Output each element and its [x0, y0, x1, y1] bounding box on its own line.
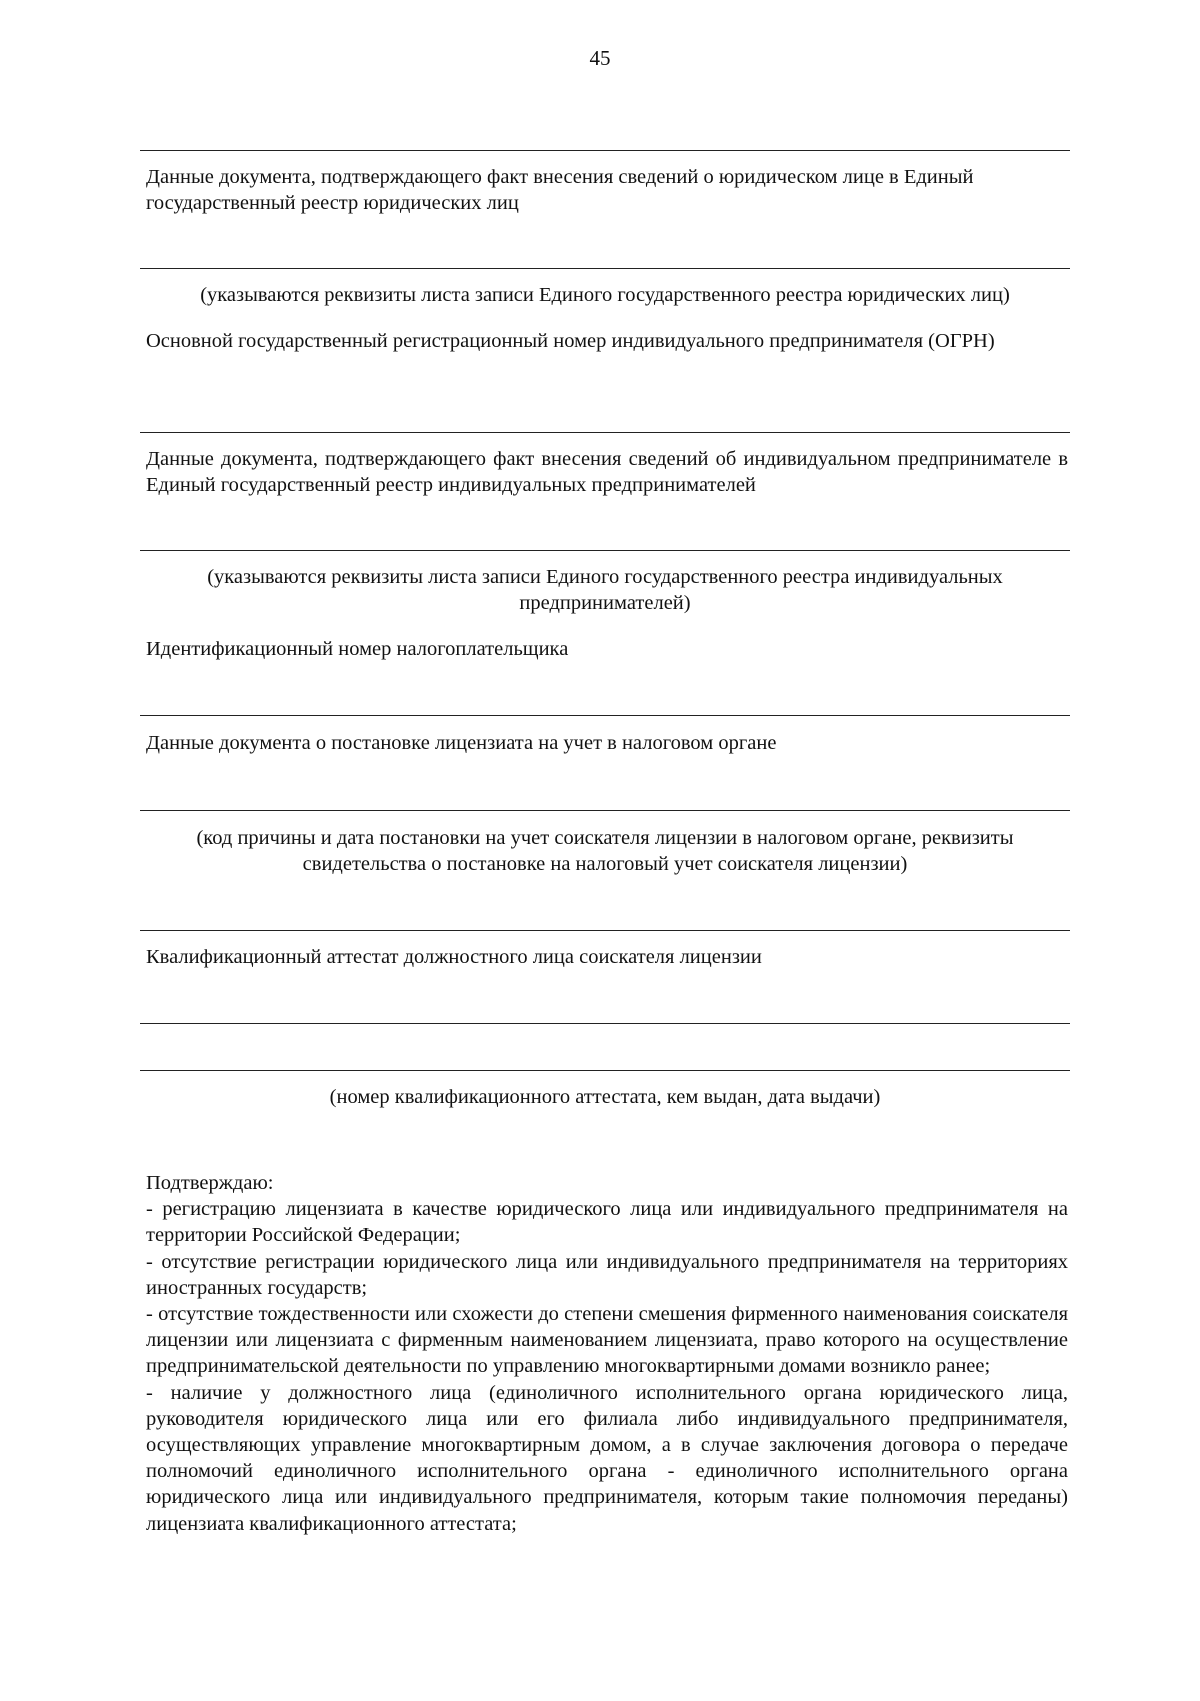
- attest-label: Квалификационный аттестат должностного лица соискателя лицензии: [146, 946, 762, 968]
- fill-line: [140, 1070, 1070, 1071]
- fill-line: [140, 1023, 1070, 1024]
- confirm-item: - отсутствие регистрации юридического лица или индивидуального предпринимателя на территориях иностранных государств;: [146, 1250, 1068, 1299]
- fill-line: [140, 930, 1070, 931]
- inn-label: Идентификационный номер налогоплательщика: [146, 638, 569, 660]
- tax-caption: (код причины и дата постановки на учет соискателя лицензии в налоговом органе, реквизиты свидетельства о постановке на налоговый учет соискателя лицензии): [196, 827, 1014, 875]
- fill-line: [140, 268, 1070, 269]
- fill-line: [140, 715, 1070, 716]
- egrul-caption: (указываются реквизиты листа записи Единого государственного реестра юридических лиц): [200, 284, 1010, 306]
- tax-label: Данные документа о постановке лицензиата на учет в налоговом органе: [146, 732, 777, 754]
- egrul-label: Данные документа, подтверждающего факт внесения сведений о юридическом лице в Единый государственный реестр юридических лиц: [146, 166, 974, 214]
- confirm-item: - отсутствие тождественности или схожести до степени смешения фирменного наименования соискателя лицензии или лицензиата с фирменным наименованием лицензиата, право которого на осуществление предпринимательской деятельности по управлению многоквартирными домами возникло ранее;: [146, 1303, 1068, 1378]
- fill-line: [140, 150, 1070, 151]
- confirm-item: - регистрацию лицензиата в качестве юридического лица или индивидуального предпринимателя на территории Российской Федерации;: [146, 1198, 1068, 1247]
- confirm-item: - наличие у должностного лица (единоличного исполнительного органа юридического лица, руководителя юридического лица или его филиала либо индивидуального предпринимателя, осуществляющих управление многоквартирным домом, а в случае заключения договора о передаче полномочий единоличного исполнительного органа - единоличного исполнительного органа юридического лица или индивидуального предпринимателя, которым такие полномочия переданы) лицензиата квалификационного аттестата;: [146, 1381, 1068, 1535]
- attest-caption: (номер квалификационного аттестата, кем выдан, дата выдачи): [329, 1086, 881, 1108]
- ogrn-label: Основной государственный регистрационный номер индивидуального предпринимателя (ОГРН): [146, 330, 995, 352]
- confirmation-section: [146, 1170, 1068, 1537]
- egrip-label: Данные документа, подтверждающего факт внесения сведений об индивидуальном предпринимателе в Единый государственный реестр индивидуальных предпринимателей: [146, 448, 1068, 496]
- fill-line: [140, 810, 1070, 811]
- page-number: 45: [589, 46, 611, 70]
- egrip-caption: (указываются реквизиты листа записи Единого государственного реестра индивидуальных предпринимателей): [207, 566, 1003, 614]
- confirm-title: Подтверждаю:: [146, 1172, 274, 1194]
- fill-line: [140, 550, 1070, 551]
- fill-line: [140, 432, 1070, 433]
